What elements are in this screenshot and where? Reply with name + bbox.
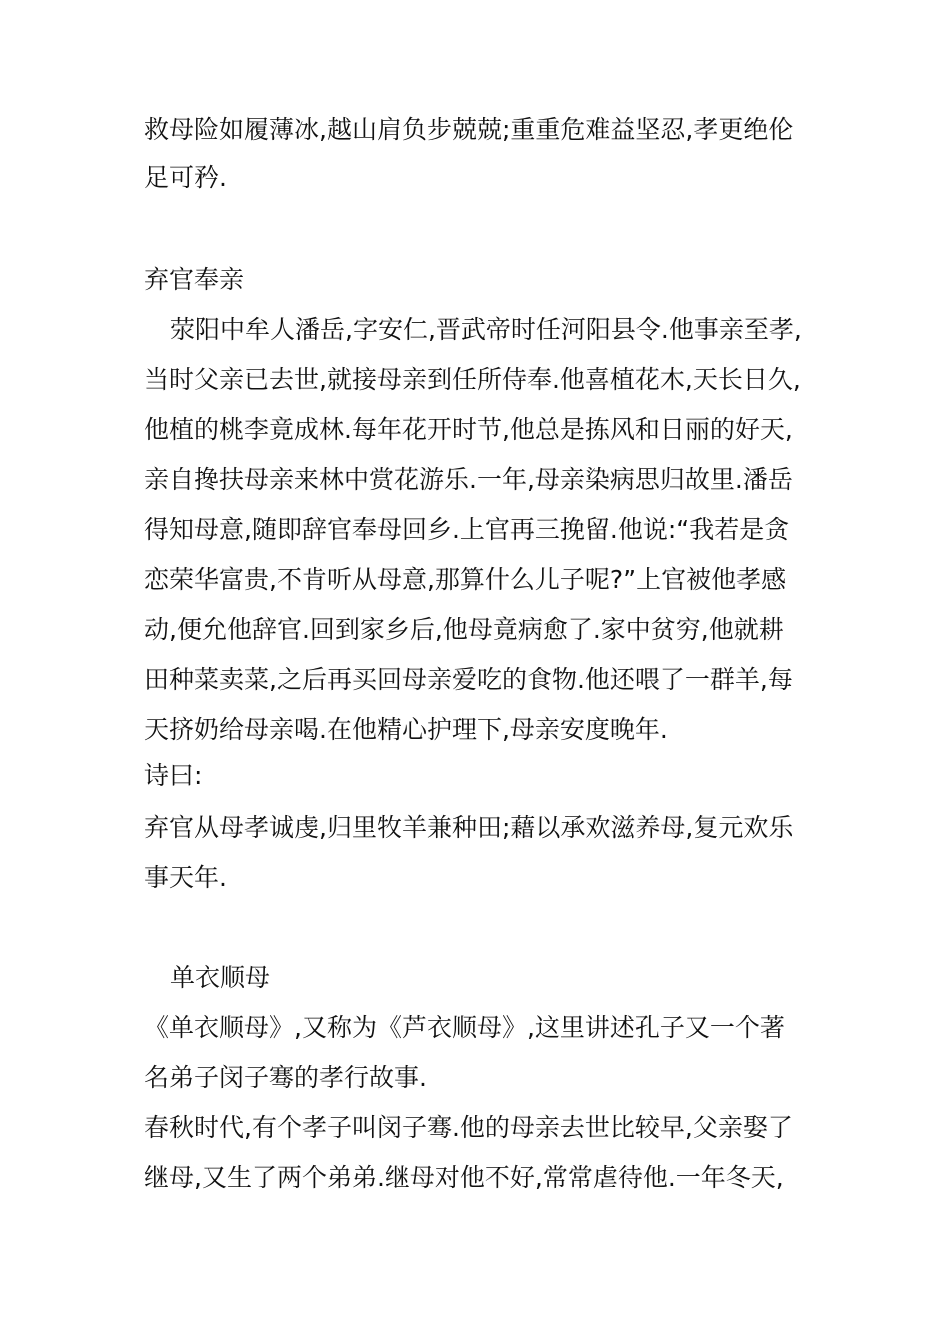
paragraph-line: 荥阳中牟人潘岳,字安仁,晋武帝时任河阳县令.他事亲至孝, bbox=[170, 315, 802, 344]
paragraph-line: 春秋时代,有个孝子叫闵子骞.他的母亲去世比较早,父亲娶了 bbox=[144, 1113, 793, 1142]
poem-line-2: 足可矜. bbox=[144, 163, 227, 192]
section-heading-danyi-shunmu: 单衣顺母 bbox=[170, 963, 271, 992]
paragraph-line: 恋荣华富贵,不肯听从母意,那算什么儿子呢?”上官被他孝感 bbox=[144, 565, 787, 594]
paragraph-line: 名弟子闵子骞的孝行故事. bbox=[144, 1063, 427, 1092]
poem-line: 事天年. bbox=[144, 863, 227, 892]
poem-line-1: 救母险如履薄冰,越山肩负步兢兢;重重危难益坚忍,孝更绝伦 bbox=[144, 115, 794, 144]
paragraph-line: 《单衣顺母》,又称为《芦衣顺母》,这里讲述孔子又一个著 bbox=[144, 1013, 785, 1042]
paragraph-line: 田种菜卖菜,之后再买回母亲爱吃的食物.他还喂了一群羊,每 bbox=[144, 665, 793, 694]
paragraph-line: 他植的桃李竟成林.每年花开时节,他总是拣风和日丽的好天, bbox=[144, 415, 793, 444]
poem-line: 弃官从母孝诚虔,归里牧羊兼种田;藉以承欢滋养母,复元欢乐 bbox=[144, 813, 794, 842]
paragraph-line: 亲自搀扶母亲来林中赏花游乐.一年,母亲染病思归故里.潘岳 bbox=[144, 465, 793, 494]
section-heading-qiguan-fengqin: 弃官奉亲 bbox=[144, 265, 245, 294]
paragraph-line: 动,便允他辞官.回到家乡后,他母竟病愈了.家中贫穷,他就耕 bbox=[144, 615, 784, 644]
paragraph-line: 继母,又生了两个弟弟.继母对他不好,常常虐待他.一年冬天, bbox=[144, 1163, 784, 1192]
paragraph-line: 当时父亲已去世,就接母亲到任所侍奉.他喜植花木,天长日久, bbox=[144, 365, 801, 394]
paragraph-line: 得知母意,随即辞官奉母回乡.上官再三挽留.他说:“我若是贪 bbox=[144, 515, 790, 544]
paragraph-line: 天挤奶给母亲喝.在他精心护理下,母亲安度晚年. bbox=[144, 715, 668, 744]
poem-intro: 诗曰: bbox=[144, 761, 203, 790]
